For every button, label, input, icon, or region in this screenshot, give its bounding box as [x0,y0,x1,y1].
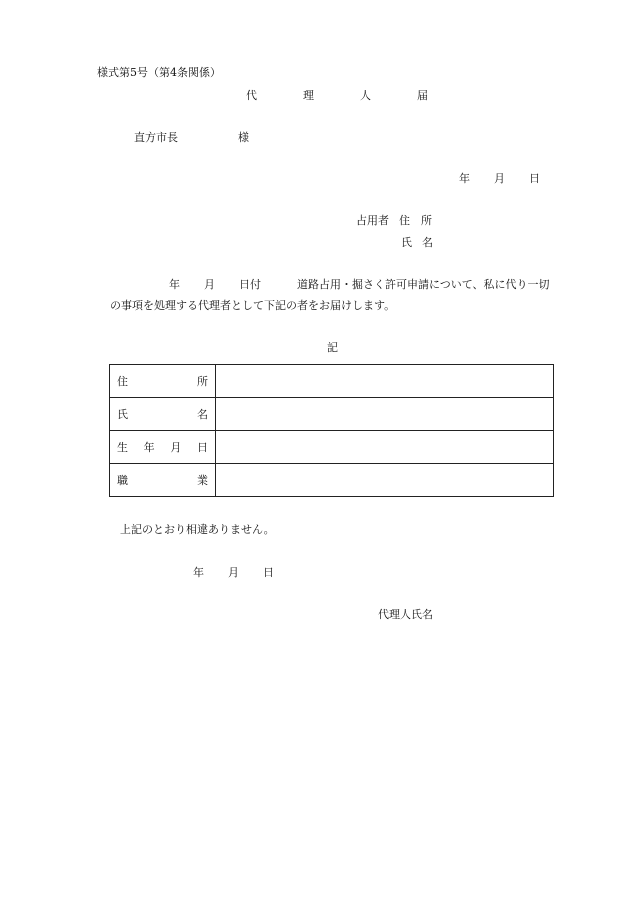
occupant-name-label [401,237,433,248]
occupation-label-cell [110,464,216,497]
cell-char: 職 [117,474,128,487]
table-row [110,398,554,431]
address-label-cell [110,365,216,398]
name-char: 氏 [401,236,412,249]
table-row [110,365,554,398]
name-label-cell [110,398,216,431]
title-char: 代 [246,89,257,102]
table-row [110,431,554,464]
document-title [246,90,474,101]
name-value-cell[interactable] [216,398,554,431]
form-number: 様式第5号（第4条関係） [97,66,221,79]
confirmation-text: 上記のとおり相違ありません。 [120,523,275,536]
date-year: 年 [459,172,470,185]
occupant-label: 占用者 [356,214,389,227]
occupation-value-cell[interactable] [216,464,554,497]
sign-date-day: 日 [263,566,274,579]
addressee: 直方市長 [134,131,178,144]
body-text-line-2: の事項を処理する代理者として下記の者をお届けします。 [110,299,396,312]
cell-char: 名 [197,408,208,421]
occupant-address-text: 住 所 [399,214,432,227]
signature-date [193,567,298,578]
table-row [110,464,554,497]
cell-char: 年 [143,441,155,454]
address-value-cell[interactable] [216,365,554,398]
occupant-address-label [356,215,432,226]
title-char: 理 [303,89,314,102]
agent-signature-label: 代理人氏名 [378,608,433,621]
cell-char: 月 [170,441,182,454]
addressee-honorific: 様 [238,131,249,144]
cell-char: 氏 [117,408,128,421]
body-date-day: 日付 [239,278,261,291]
body-date-month: 月 [204,278,215,291]
birthdate-value-cell[interactable] [216,431,554,464]
body-text-line-1: 道路占用・掘さく許可申請について、私に代り一切 [297,278,550,291]
cell-char: 日 [196,441,208,454]
header-date [459,173,564,184]
name-char: 名 [422,236,433,249]
birthdate-label-cell [110,431,216,464]
title-char: 人 [360,89,371,102]
title-char: 届 [417,89,428,102]
body-date [169,279,285,290]
sign-date-year: 年 [193,566,204,579]
date-day: 日 [529,172,540,185]
ki-label: 記 [327,341,338,354]
cell-char: 生 [117,441,128,454]
body-date-year: 年 [169,278,180,291]
cell-char: 所 [197,375,208,388]
cell-char: 住 [117,375,128,388]
date-month: 月 [494,172,505,185]
agent-info-table [109,364,554,497]
cell-char: 業 [197,474,208,487]
sign-date-month: 月 [228,566,239,579]
